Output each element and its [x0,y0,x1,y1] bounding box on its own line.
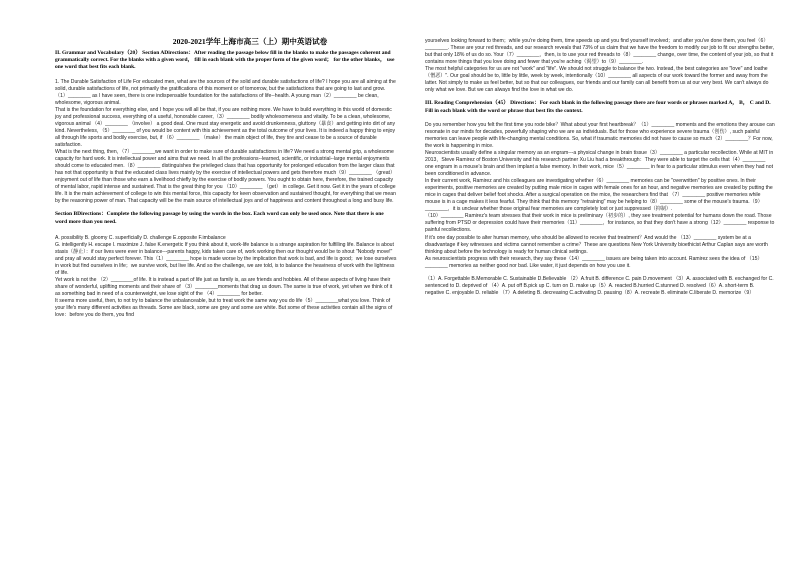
paragraph: Neuroscientists usually define a singular memory as an engram---a physical change in brain tissue（3）________ a particular recollection. While at MIT in 2013，Steve Ramirez of Boston University and his research partner Xu Liu had a breakthrough：They were able to target the cells that（4）________ one engram in a mouse's brain and then implant a false memory. In their work, mice（5）________ in fear to a particular stimulus even when they had not been conditioned in advance. [425,149,774,178]
paragraph: In their current work, Ramirez and his colleagues are investigating whether（6）________ memories can be "overwritten" by positive ones. In their experiments, positive memories are created by putting male mice in cages with female ones for an hour, and negative memories are created by putting the mice in cages that deliver belief foot shocks. After a surgical operation on the mice, the researchers find that （7）________ positive memories while mouse is in a cage makes it less fearful. They think that this memory "retraining" may be helping to（8）________ some of the mouse's trauma.（9）________，it is unclear whether those original fear memories are completely lost or just suppressed（抑制）. [425,178,773,213]
paragraph: yourselves looking forward to them；while you're doing them, time speeds up and you find yourself involved；and after you've done them, you feel（6）________. These are your red threads, and our research reveals that 73% of us claim that we have the freedom to modify our job to fit our strengths better, but that only 18% of us do so. Your（7）________，then, is to use your red threads to（8）________ change, over time, the content of your job, so that it contains more things that you love doing and fewer that you're aching（渴望）to（9）________. [425,38,775,66]
paragraph: As neuroscientists progress with their research, they say these（14）________ issues are being taken into account. Ramirez sees the idea of （15）________ memories as neither good nor bad. Like water, it just depends on how you use it. [425,255,763,269]
left-column [55,48,397,319]
paragraph: What is the next thing, then，（7）________we want in order to make sure of durable satisfactions in life? We need a strong mental grip, a wholesome capacity for hard work. It is intellectual power and aims that we need. In all the professions--learned, scientific, or industrial--large mental enjoyments should come to educated men.（8）________ distinguishes the privileged class that has opportunity for prolonged education from the larger class that has not that opportunity is that the educated class lives mainly by the exercise of intellectual powers and gets therefore much（9）________ （great） enjoyment out of life than those who earn a livelihood chiefly by the exercise of bodily powers. You ought to obtain here, therefore, the trained capacity of mental labor, rapid intense and sustained. That is the great thing for you （10）________ （get） in college. Get it now. Get it in the years of college life. It is the main achievement of college to win this mental force, this capacity for keen observation and sustained thought, for everything that we mean by the reasoning power of man. That capacity will be the main source of intellectual joys and of happiness and content throughout a long and busy life. [55,149,396,205]
paragraph: That is the foundation for everything else, and I hope you will all be that, if you are nothing more. We have to build everything in this world of domestic joy and professional success, everything of a useful, honorable career,（3）________ bodily wholesomeness and vitality. To be a clean, wholesome, vigorous animal （4）________ （involve） a good deal. One must stay energetic and avoid drunkenness, gluttony（暴食）and getting into dirt of any kind. Nevertheless，（5）________ of you would be content with this achievement as the total outcome of your lives. It is indeed a happy thing to enjoy all through life sports and bodily exercise, but, if （6）________ （make） the main object of life, they tire and cease to be a source of durable satisfaction. [55,106,396,149]
paragraph: A. possibility B. gloomy C. superficially D. challenge E.opposite F.imbalance [55,234,226,241]
paragraph: Yet work is not the （2）________of life. It is instead a part of life just as family is, as are friends and hobbies. All of these aspects of living have their share of wonderful, uplifting moments and their share of （3）________moments that drag us down. The same is true of work, yet when we think of it as something bad in need of a counterweight, we lose sight of the （4）________ for better. [55,277,393,298]
paragraph: G. intelligently H. escape I. maximize J. false K.energetic If you think about it, work-life balance is a strange aspiration for fulfilling life. Balance is about stasis（静止）：if our lives were ever in balance---parents happy, kids taken care of, work working then our thought would be to shout "Nobody move!" and pray all would stay perfect forever. This（1）________ hope is made worse by the implication that work is bad, and life is good；we lose ourselves in work but find ourselves in life；we survive work, but live life. And so the challenge, we are told, is to balance the heaviness of work with the lightness of life. [55,241,397,277]
paragraph: If it's one day possible to alter human memory, who should be allowed to receive that treatment？And would the （13）________ system be at a disadvantage if key witnesses and victims cannot remember a crime？These are questions New York University bioethicist Arthur Caplan says are worth thinking about before the technology is ready for human clinical settings. [425,234,768,255]
section-heading: Section BDirections：Complete the following passage by using the words in the box. Each word can only be used once. Note that there is one word more than you need. [55,211,384,225]
paragraph: Do you remember how you felt the first time you rode bike？What about your first heartbreak？（1）________ moments and the emotions they arouse can resonate in our minds for decades, powerfully shaping who we are as individuals. But for those who experience severe trauma（创伤）, such painful memories can leave people with life-changing mental conditions. So, what if traumatic memories did not have to cause so much（2）________？For now, the work is happening in mice. [425,121,775,149]
paragraph: The most helpful categories for us are not "work" and "life". We should not struggle to balance the two. Instead, the best categories are "love" and loathe（憎恶）". Our goal should be to, little by little, week by week, intentionally（10）________ all aspects of our work toward the former and away from the latter. Not simply to make us feel better, but so that our colleagues, our friends and our family can all benefit from us at our very best. We can't always do only what we love. But we can always find the love in what we do. [425,66,769,94]
right-column [425,38,775,297]
paragraph: （1）________ as I have seen, there is one indispensable foundation for the satisfactions of life--health. A young man（2）________ be clean, wholesome, vigorous animal. [55,92,379,106]
paragraph: It seems more useful, then, to not try to balance the unbalanceable, but to treat work the same way you do life（5）________what you love. Think of your life's many different activities as threads. Some are black, some are grey and some are white. But some of these activities contain all the signs of love：before you do them, you find [55,298,393,319]
page-title: 2020-2021学年上海市高三（上）期中英语试卷 [172,37,328,46]
paragraph: （1）A. Forgettable B.Memorable C. Sustainable D.Believable （2）A.fruit B. difference C. pain D.movement （3）A. associated with B. exchanged for C. sentenced to D. deprived of （4）A. put off B.pick up C. turn on D. make up（5）A. reacted B.hurried C.stunned D. resolved（6）A. short-term B. negative C. enjoyable D. reliable （7）A.deleting B. decreasing C.activating D. pausing（8）A. recreate B. eliminate C.liberate D. memorize（9） [425,275,774,296]
section-heading: III. Reading Comprehension（45） Directions：For each blank in the following passage there are four words or phrases marked A， B， C and D. Fill in each blank with the word or phrase that best fits the context. [425,100,771,114]
paragraph: （10）________ Ramirez's team stresses that their work in mice is preliminary（初步的）, they see treatment potential for humans down the road. Those suffering from PTSD or depression could have their memories（11）________，for instance, so that they don't have a strong（12）________ response to painful recollections. [425,213,775,234]
spacer [55,205,397,209]
paragraph: 1. The Durable Satisfaction of Life For educated men, what are the sources of the solid and durable satisfactions of life? I hope you are all aiming at the solid, durable satisfactions of life, not primarily the gratifications of this moment or of tomorrow, but the satisfactions that are going to last and grow. [55,78,396,92]
section-heading: II. Grammar and Vocabulary（20） Section ADirections：After reading the passage below fill in the blanks to make the passages coherent and grammatically correct. For the blanks with a given word， fill in each blank with the proper form of the given word； for the other blanks， use one word that best fits each blank. [55,50,395,71]
spacer [425,94,775,98]
